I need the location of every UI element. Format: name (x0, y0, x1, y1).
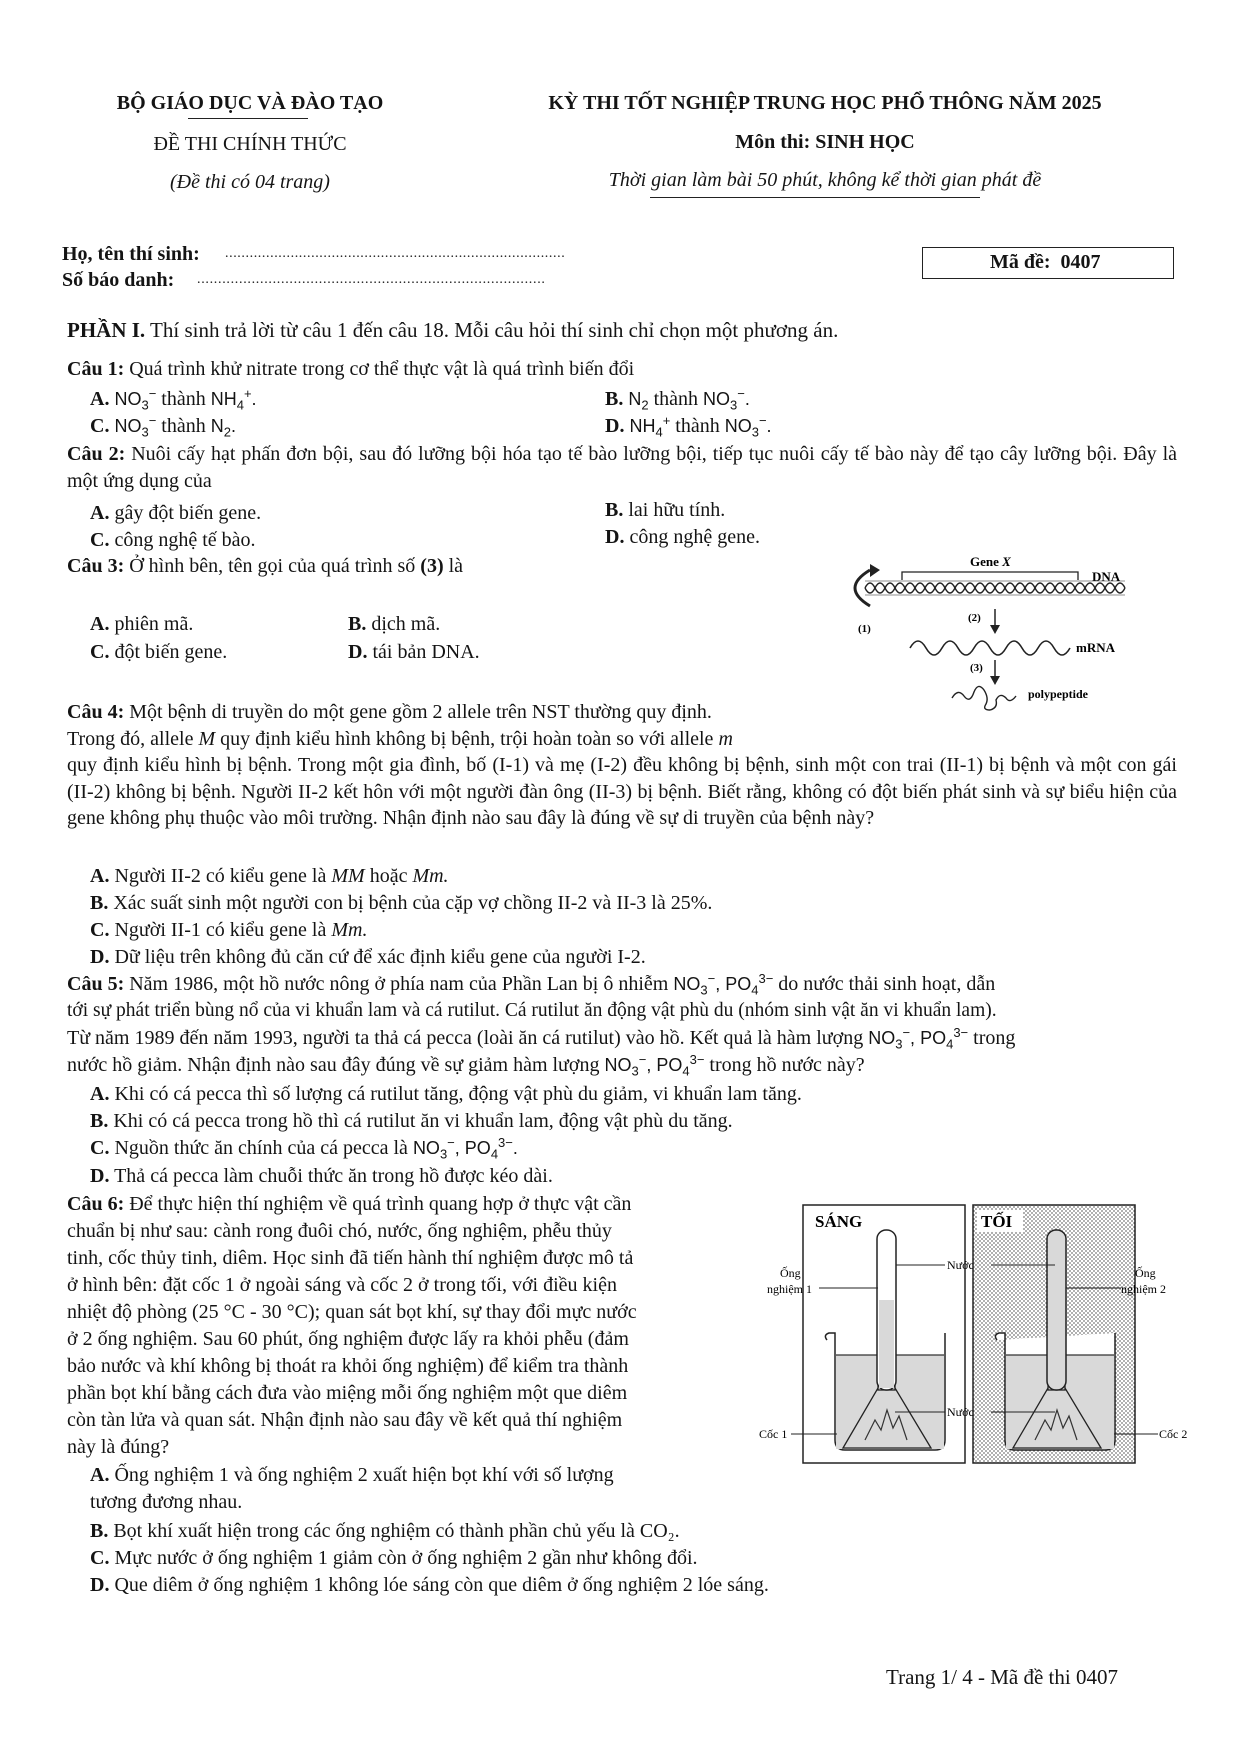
question-3: Câu 3: Ở hình bên, tên gọi của quá trình số (3) là (67, 555, 464, 577)
page-footer: Trang 1/ 4 - Mã đề thi 0407 (886, 1665, 1118, 1689)
ministry-underline (188, 118, 308, 119)
question-6-line-8: phần bọt khí bằng cách đưa vào miệng mỗi ống nghiệm một que diêm (67, 1382, 628, 1404)
q1-option-b[interactable]: B. $N_2$ thành $NO_3^-$. (605, 386, 750, 413)
candidate-name-dots: ................................................................................... (225, 246, 566, 261)
replication-arrowhead (870, 564, 880, 577)
q4-option-d[interactable]: D. Dữ liệu trên không đủ căn cứ để xác định kiểu gene của người I-2. (90, 946, 646, 968)
question-5-line2: tới sự phát triển bùng nổ của vi khuẩn lam và cá rutilut. Cá rutilut ăn động vật phù du (nhóm sinh vật ăn vi khuẩn lam). (67, 1000, 997, 1021)
subject: Môn thi: SINH HỌC (735, 131, 915, 153)
question-6-line-2: chuẩn bị như sau: cành rong đuôi chó, nước, ống nghiệm, phễu thủy (67, 1220, 612, 1242)
q5-option-d[interactable]: D. Thả cá pecca làm chuỗi thức ăn trong hồ được kéo dài. (90, 1165, 553, 1187)
q3-option-d[interactable]: D. tái bản DNA. (348, 641, 480, 663)
question-5-line3: Từ năm 1989 đến năm 1993, người ta thả cá pecca (loài ăn cá rutilut) vào hồ. Kết quả là hàm lượng $NO_3^-$, $PO_4^{3-}$ trong (67, 1025, 1016, 1052)
q4-option-c[interactable]: C. Người II-1 có kiểu gene là Mm. (90, 919, 368, 941)
process-1-label: (1) (858, 623, 871, 635)
question-6-line-4: ở hình bên: đặt cốc 1 ở ngoài sáng và cốc 2 ở trong tối, với điều kiện (67, 1274, 617, 1296)
time-underline (650, 197, 980, 198)
question-5-line1: Câu 5: Năm 1986, một hồ nước nông ở phía nam của Phần Lan bị ô nhiễm $NO_3^-$, $PO_4^{3-}$ do nước thải sinh hoạt, dẫn (67, 971, 996, 998)
polypeptide-chain (952, 686, 1016, 710)
dark-label: TỐI (981, 1212, 1013, 1231)
question-5-line4: nước hồ giảm. Nhận định nào sau đây đúng về sự giảm hàm lượng $NO_3^-$, $PO_4^{3-}$ trong hồ nước này? (67, 1052, 865, 1079)
question-6-line-6: ở 2 ống nghiệm. Sau 60 phút, ống nghiệm được lấy ra khỏi phễu (đảm (67, 1328, 629, 1350)
photosynthesis-experiment-figure (755, 1200, 1195, 1470)
light-label: SÁNG (815, 1212, 863, 1231)
question-4-line1: Câu 4: Một bệnh di truyền do một gene gồm 2 allele trên NST thường quy định. (67, 701, 712, 723)
mrna-label: mRNA (1076, 640, 1115, 655)
question-1: Câu 1: Quá trình khử nitrate trong cơ thể thực vật là quá trình biến đổi (67, 358, 635, 380)
page-count: (Đề thi có 04 trang) (170, 171, 330, 193)
replication-arrow (855, 570, 870, 606)
dna-double-helix (865, 581, 1125, 595)
q4-option-b[interactable]: B. Xác suất sinh một người con bị bệnh của cặp vợ chồng II-2 và II-3 là 25%. (90, 892, 713, 914)
process-2-label: (2) (968, 612, 981, 624)
dna-label: DNA (1092, 569, 1121, 584)
exam-code: Mã đề: 0407 (990, 251, 1101, 273)
exam-title: KỲ THI TỐT NGHIỆP TRUNG HỌC PHỔ THÔNG NĂM 2025 (548, 92, 1102, 114)
water-label-top: Nước (947, 1258, 974, 1272)
time-allowed: Thời gian làm bài 50 phút, không kể thời gian phát đề (608, 169, 1042, 191)
q6-option-a-line1[interactable]: A. Ống nghiệm 1 và ống nghiệm 2 xuất hiện bọt khí với số lượng (90, 1464, 614, 1486)
mrna-strand (910, 641, 1070, 655)
q5-option-b[interactable]: B. Khi có cá pecca trong hồ thì cá rutilut ăn vi khuẩn lam, động vật phù du tăng. (90, 1110, 733, 1132)
q4-option-a[interactable]: A. Người II-2 có kiểu gene là MM hoặc Mm. (90, 865, 449, 887)
polypeptide-label: polypeptide (1028, 687, 1089, 701)
question-6-line-7: bảo nước và khí không bị thoát ra khỏi ống nghiệm) để kiểm tra thành (67, 1355, 629, 1377)
q5-option-c[interactable]: C. Nguồn thức ăn chính của cá pecca là $NO_3^-$, $PO_4^{3-}$. (90, 1135, 518, 1162)
gene-label: Gene X (970, 554, 1011, 569)
question-6-line-1: Câu 6: Để thực hiện thí nghiệm về quá trình quang hợp ở thực vật cần (67, 1193, 632, 1215)
question-4-line2: Trong đó, allele M quy định kiểu hình không bị bệnh, trội hoàn toàn so với allele m (67, 728, 733, 750)
part1-heading: PHẦN I. Thí sinh trả lời từ câu 1 đến câu 18. Mỗi câu hỏi thí sinh chỉ chọn một phương án. (67, 318, 839, 342)
q6-option-a-line2: tương đương nhau. (90, 1491, 243, 1513)
beaker-1-label: Cốc 1 (759, 1427, 788, 1441)
q2-option-d[interactable]: D. công nghệ gene. (605, 526, 760, 548)
ministry-title: BỘ GIÁO DỤC VÀ ĐÀO TẠO (116, 92, 384, 114)
gene-expression-diagram (840, 548, 1170, 718)
tube-2-label-b: nghiệm 2 (1121, 1282, 1166, 1296)
process-3-label: (3) (970, 662, 983, 674)
q2-option-a[interactable]: A. gây đột biến gene. (90, 502, 262, 524)
candidate-id-dots: ................................................................................... (197, 272, 546, 287)
question-2: Câu 2: Nuôi cấy hạt phấn đơn bội, sau đó lưỡng bội hóa tạo tế bào lưỡng bội, tiếp tục nuôi cấy tế bào này để tạo cây lưỡng bội. Đây là một ứng dụng của (67, 443, 1177, 492)
q3-option-b[interactable]: B. dịch mã. (348, 613, 441, 635)
water-label-bottom: Nước (947, 1405, 974, 1419)
official-label: ĐỀ THI CHÍNH THỨC (153, 133, 347, 155)
q2-option-b[interactable]: B. lai hữu tính. (605, 499, 726, 521)
beaker-2-label: Cốc 2 (1159, 1427, 1188, 1441)
question-6-line-9: còn tàn lửa và quan sát. Nhận định nào sau đây về kết quả thí nghiệm (67, 1409, 623, 1431)
tube-2-label-a: Ống (1135, 1266, 1156, 1280)
question-4-body: quy định kiểu hình bị bệnh. Trong một gia đình, bố (I-1) và mẹ (I-2) đều không bị bệnh, sinh một con trai (II-1) bị bệnh và một con gái (II-2) không bị bệnh. Người II-2 kết hôn với một người đàn ông (II-3) bị bệnh. Biết rằng, không có đột biến phát sinh và sự biểu hiện của gene không phụ thuộc vào môi trường. Nhận định nào sau đây là đúng về sự di truyền của bệnh này? (67, 754, 1177, 829)
q1-option-c[interactable]: C. $NO_3^-$ thành $N_2$. (90, 413, 236, 440)
arrow-3-head (990, 676, 1000, 685)
question-6-line-5: nhiệt độ phòng (25 °C - 30 °C); quan sát bọt khí, sự thay đổi mực nước (67, 1301, 637, 1323)
q1-option-a[interactable]: A. $NO_3^-$ thành $NH_4^+$. (90, 386, 257, 413)
arrow-2-head (990, 625, 1000, 634)
question-6-line-3: tinh, cốc thủy tinh, diêm. Học sinh đã tiến hành thí nghiệm được mô tả (67, 1247, 634, 1269)
q3-option-c[interactable]: C. đột biến gene. (90, 641, 228, 663)
candidate-name-label: Họ, tên thí sinh: (62, 243, 200, 265)
q2-option-c[interactable]: C. công nghệ tế bào. (90, 529, 256, 551)
q1-option-d[interactable]: D. $NH_4^+$ thành $NO_3^-$. (605, 413, 772, 440)
tube-1-label-a: Ống (780, 1266, 801, 1280)
gene-bracket (902, 572, 1078, 580)
tube-1-label-b: nghiệm 1 (767, 1282, 812, 1296)
q3-option-a[interactable]: A. phiên mã. (90, 613, 194, 635)
candidate-id-label: Số báo danh: (62, 269, 175, 291)
q6-option-c[interactable]: C. Mực nước ở ống nghiệm 1 giảm còn ở ống nghiệm 2 gần như không đổi. (90, 1547, 698, 1569)
q6-option-d[interactable]: D. Que diêm ở ống nghiệm 1 không lóe sáng còn que diêm ở ống nghiệm 2 lóe sáng. (90, 1574, 769, 1596)
q5-option-a[interactable]: A. Khi có cá pecca thì số lượng cá rutilut tăng, động vật phù du giảm, vi khuẩn lam tăng. (90, 1083, 802, 1105)
question-6-line-10: này là đúng? (67, 1436, 170, 1458)
q6-option-b[interactable]: B. Bọt khí xuất hiện trong các ống nghiệm có thành phần chủ yếu là CO₂. (90, 1520, 680, 1542)
